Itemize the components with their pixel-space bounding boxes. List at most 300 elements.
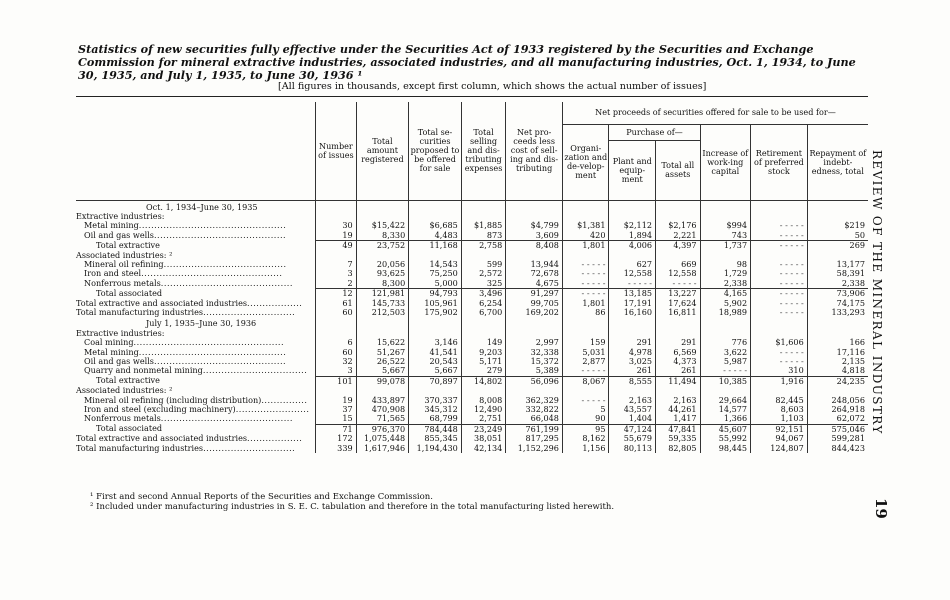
value-cell: 145,733 [356,299,409,308]
value-cell: 8,555 [609,376,656,386]
value-cell: 11,168 [409,241,462,251]
value-cell: 66,048 [506,414,563,424]
value-cell: - - - - - [562,260,609,269]
top-rule [76,96,868,97]
header-number-of-issues: Number of issues [316,102,356,200]
header-net-proceeds: Net pro-ceeds less cost of sell-ing and dis-tributing [506,102,563,200]
value-cell: 669 [656,260,701,269]
value-cell: 2,751 [461,414,506,424]
value-cell: 1,916 [751,376,808,386]
value-cell: 873 [461,231,506,241]
value-cell: 776 [700,338,751,347]
value-cell: 37 [316,405,356,414]
value-cell: 29,664 [700,396,751,405]
row-label-text: Total manufacturing industries [76,442,204,453]
value-cell: - - - - - [751,241,808,251]
value-cell: 24,235 [807,376,868,386]
dot-leader: ........................................... [160,413,293,424]
value-cell: 8,067 [562,376,609,386]
value-cell: 32,338 [506,348,563,357]
running-head: REVIEW OF THE MINERAL INDUSTRY [870,150,884,435]
securities-table [76,102,868,453]
value-cell: 362,329 [506,396,563,405]
row-label-text: Iron and steel (excluding machinery) [84,404,236,415]
value-cell: 420 [562,231,609,241]
value-cell: 743 [700,231,751,241]
value-cell: 976,370 [356,424,409,434]
empty-cell [609,317,656,328]
value-cell: 98,445 [700,444,751,453]
dot-leader: ........................................... [160,277,293,288]
empty-cell [316,317,356,328]
empty-cell [356,317,409,328]
value-cell: 99,705 [506,299,563,308]
value-cell: 5,389 [506,366,563,376]
value-cell: 3 [316,366,356,376]
value-cell: 279 [461,366,506,376]
table-header [76,102,868,200]
value-cell: 80,113 [609,444,656,453]
value-cell: 15 [316,414,356,424]
value-cell: 5,000 [409,279,462,289]
page-number: 19 [872,498,890,519]
value-cell: 269 [807,241,868,251]
value-cell: 50 [807,231,868,241]
table-title: Statistics of new securities fully effective under the Securities Act of 1933 registered by the Securities and Exchange Commission for mineral extractive industries, associated industries, and all manufacturing industries, Oct. 1, 1934, to June 30, 1935, and July 1, 1935, to June 30, 1936 ¹ [78,42,856,82]
dot-leader: .................................. [202,365,308,376]
value-cell: 5,171 [461,357,506,366]
value-cell: 6,569 [656,348,701,357]
value-cell: 105,961 [409,299,462,308]
value-cell: 261 [609,366,656,376]
header-total-assets: Total all assets [656,140,701,200]
value-cell: 8,008 [461,396,506,405]
dot-leader: ................................................. [133,337,285,348]
value-cell: - - - - - [751,221,808,230]
table-row [76,241,868,251]
value-cell: 8,603 [751,405,808,414]
value-cell: $219 [807,221,868,230]
value-cell: 169,202 [506,308,563,317]
value-cell: 2,338 [700,279,751,289]
value-cell: 26,522 [356,357,409,366]
value-cell: 82,805 [656,444,701,453]
value-cell: 2,997 [506,338,563,347]
value-cell: 4,373 [656,357,701,366]
value-cell: 17,624 [656,299,701,308]
dot-leader: .................. [247,297,303,308]
value-cell: $15,422 [356,221,409,230]
value-cell: 1,194,430 [409,444,462,453]
empty-cell [700,200,751,212]
empty-cell [807,317,868,328]
value-cell: 13,177 [807,260,868,269]
value-cell: 12,558 [609,269,656,278]
value-cell: 121,981 [356,289,409,299]
value-cell: 4,397 [656,241,701,251]
value-cell: 8,330 [356,231,409,241]
empty-cell [562,317,609,328]
row-label-text: Total extractive [96,239,160,250]
value-cell: 68,799 [409,414,462,424]
value-cell: 73,906 [807,289,868,299]
value-cell: 14,802 [461,376,506,386]
value-cell: - - - - - [562,396,609,405]
period-row [76,317,868,328]
value-cell: 172 [316,434,356,443]
value-cell: 42,134 [461,444,506,453]
value-cell: 16,160 [609,308,656,317]
value-cell: 90 [562,414,609,424]
value-cell: 5,987 [700,357,751,366]
row-label-text: Nonferrous metals [84,413,161,424]
table-body [76,200,868,453]
value-cell: - - - - - [751,269,808,278]
header-total-offered: Total se-curities proposed to be offered for sale [409,102,462,200]
row-label-text: Total associated [96,287,163,298]
row-label-text: Coal mining [84,337,134,348]
value-cell: 49 [316,241,356,251]
value-cell: 8,408 [506,241,563,251]
value-cell: 817,295 [506,434,563,443]
value-cell: 133,293 [807,308,868,317]
value-cell: 3,609 [506,231,563,241]
row-label-text: Quarry and nonmetal mining [84,365,203,376]
value-cell: 55,992 [700,434,751,443]
value-cell: 101 [316,376,356,386]
dot-leader: .............................. [203,306,296,317]
value-cell: 5 [562,405,609,414]
value-cell: 38,051 [461,434,506,443]
table-row [76,279,868,289]
value-cell: 92,151 [751,424,808,434]
value-cell: 5,667 [409,366,462,376]
value-cell: $6,685 [409,221,462,230]
value-cell: 4,006 [609,241,656,251]
value-cell: 855,345 [409,434,462,443]
value-cell: - - - - - [656,279,701,289]
dot-leader: ........................................... [153,229,287,240]
dot-leader: .............................................. [141,268,283,279]
value-cell: 56,096 [506,376,563,386]
value-cell: 23,249 [461,424,506,434]
value-cell: 20,056 [356,260,409,269]
empty-cell [751,200,808,212]
value-cell: 2,572 [461,269,506,278]
value-cell: 166 [807,338,868,347]
value-cell: 44,261 [656,405,701,414]
empty-cell [609,200,656,212]
value-cell: 1,801 [562,241,609,251]
dot-leader: ........................................ [163,258,287,269]
table-row [76,414,868,424]
value-cell: 60 [316,348,356,357]
value-cell: 98 [700,260,751,269]
empty-cell [409,317,462,328]
row-label-text: Extractive industries: [76,327,165,338]
value-cell: 30 [316,221,356,230]
empty-cell [506,200,563,212]
value-cell: - - - - - [751,279,808,289]
value-cell: 32 [316,357,356,366]
row-label-text: Nonferrous metals [84,277,161,288]
value-cell: 19 [316,396,356,405]
value-cell: 82,445 [751,396,808,405]
value-cell: 8,300 [356,279,409,289]
value-cell: 3,146 [409,338,462,347]
value-cell: 212,503 [356,308,409,317]
empty-cell [316,200,356,212]
value-cell: 1,801 [562,299,609,308]
value-cell: 433,897 [356,396,409,405]
value-cell: 575,046 [807,424,868,434]
header-repayment-indebtedness: Repayment of indebt-edness, total [807,124,868,200]
table-row [76,376,868,386]
footnote-2: ² Included under manufacturing industries in S. E. C. tabulation and therefore in the total manufacturing listed herewith. [90,502,615,512]
value-cell: 4,978 [609,348,656,357]
empty-cell [506,317,563,328]
header-retirement-preferred: Retirement of preferred stock [751,124,808,200]
value-cell: 1,075,448 [356,434,409,443]
row-label [76,308,316,317]
value-cell: 4,165 [700,289,751,299]
value-cell: 345,312 [409,405,462,414]
value-cell: 1,404 [609,414,656,424]
value-cell: 844,423 [807,444,868,453]
dot-leader: .................. [247,433,303,444]
empty-cell [656,317,701,328]
row-label [76,444,316,453]
dot-leader: ........................ [235,404,310,415]
value-cell: 16,811 [656,308,701,317]
table-row [76,231,868,241]
value-cell: 325 [461,279,506,289]
empty-cell [461,200,506,212]
value-cell: 12 [316,289,356,299]
value-cell: 94,793 [409,289,462,299]
table-subtitle: [All figures in thousands, except first column, which shows the actual number of issues] [278,81,707,92]
value-cell: 13,185 [609,289,656,299]
period-label: July 1, 1935–June 30, 1936 [146,318,257,329]
row-label-text: Associated industries: ² [76,249,173,260]
row-label-text: Total associated [96,423,163,434]
row-label-text: Metal mining [84,346,139,357]
value-cell: 175,902 [409,308,462,317]
header-selling-expenses: Total selling and dis-tributing expenses [461,102,506,200]
value-cell: 70,897 [409,376,462,386]
value-cell: 41,541 [409,348,462,357]
row-label-text: Mineral oil refining (including distribution) [84,394,262,405]
value-cell: 3,622 [700,348,751,357]
header-total-registered: Total amount registered [356,102,409,200]
value-cell: 23,752 [356,241,409,251]
value-cell: 10,385 [700,376,751,386]
value-cell: 6,254 [461,299,506,308]
row-label-text: Metal mining [84,220,139,231]
value-cell: 1,737 [700,241,751,251]
value-cell: 20,543 [409,357,462,366]
row-label-text: Extractive industries: [76,210,165,221]
value-cell: - - - - - [562,289,609,299]
value-cell: 12,558 [656,269,701,278]
value-cell: 15,372 [506,357,563,366]
row-label-text: Total extractive and associated industries [76,297,248,308]
value-cell: 9,203 [461,348,506,357]
table-row [76,444,868,453]
value-cell: 5,902 [700,299,751,308]
value-cell: 8,162 [562,434,609,443]
value-cell: 95 [562,424,609,434]
empty-cell [700,317,751,328]
value-cell: 59,335 [656,434,701,443]
empty-cell [562,200,609,212]
value-cell: $2,176 [656,221,701,230]
dot-leader: ........................................... [153,356,287,366]
value-cell: 91,297 [506,289,563,299]
value-cell: 51,267 [356,348,409,357]
value-cell: 339 [316,444,356,453]
value-cell: $1,381 [562,221,609,230]
value-cell: 261 [656,366,701,376]
value-cell: 124,807 [751,444,808,453]
footnote-1: ¹ First and second Annual Reports of the Securities and Exchange Commission. [90,492,433,502]
value-cell: 6 [316,338,356,347]
value-cell: 94,067 [751,434,808,443]
empty-cell [656,200,701,212]
value-cell: 62,072 [807,414,868,424]
dot-leader: ................................................ [138,346,287,357]
value-cell: 47,841 [656,424,701,434]
value-cell: 1,894 [609,231,656,241]
header-net-proceeds-group: Net proceeds of securities offered for sale to be used for— [562,102,868,124]
value-cell: 74,175 [807,299,868,308]
value-cell: 2,135 [807,357,868,366]
value-cell: 17,191 [609,299,656,308]
value-cell: 86 [562,308,609,317]
value-cell: 43,557 [609,405,656,414]
value-cell: 3,496 [461,289,506,299]
row-label-text: Oil and gas wells [84,229,154,240]
value-cell: 470,908 [356,405,409,414]
dot-leader: .............................. [203,442,296,453]
period-row [76,200,868,212]
value-cell: 761,199 [506,424,563,434]
value-cell: 71,565 [356,414,409,424]
value-cell: 291 [656,338,701,347]
value-cell: 19 [316,231,356,241]
value-cell: 58,391 [807,269,868,278]
value-cell: 1,617,946 [356,444,409,453]
value-cell: 47,124 [609,424,656,434]
value-cell: 2,163 [609,396,656,405]
value-cell: $1,606 [751,338,808,347]
row-label-text: Oil and gas wells [84,356,154,366]
value-cell: 5,031 [562,348,609,357]
value-cell: 71 [316,424,356,434]
value-cell: 72,678 [506,269,563,278]
value-cell: 55,679 [609,434,656,443]
value-cell: 784,448 [409,424,462,434]
header-plant-equipment: Plant and equip-ment [609,140,656,200]
value-cell: - - - - - [751,299,808,308]
value-cell: 599,281 [807,434,868,443]
value-cell: $994 [700,221,751,230]
value-cell: 17,116 [807,348,868,357]
value-cell: - - - - - [700,366,751,376]
value-cell: - - - - - [609,279,656,289]
value-cell: 93,625 [356,269,409,278]
value-cell: 7 [316,260,356,269]
row-label-text: Mineral oil refining [84,258,164,269]
value-cell: - - - - - [751,308,808,317]
row-label-text: Total extractive and associated industries [76,433,248,444]
value-cell: 1,156 [562,444,609,453]
empty-cell [751,317,808,328]
value-cell: 1,152,296 [506,444,563,453]
value-cell: 1,417 [656,414,701,424]
value-cell: 291 [609,338,656,347]
value-cell: 310 [751,366,808,376]
value-cell: 1,103 [751,414,808,424]
value-cell: 370,337 [409,396,462,405]
value-cell: 1,366 [700,414,751,424]
value-cell: 99,078 [356,376,409,386]
value-cell: 627 [609,260,656,269]
value-cell: - - - - - [562,279,609,289]
value-cell: 2,877 [562,357,609,366]
empty-cell [409,200,462,212]
value-cell: 14,577 [700,405,751,414]
empty-cell [807,200,868,212]
value-cell: 15,622 [356,338,409,347]
value-cell: 4,483 [409,231,462,241]
value-cell: 13,227 [656,289,701,299]
value-cell: 4,818 [807,366,868,376]
dot-leader: ................................................ [138,220,287,231]
value-cell: - - - - - [751,289,808,299]
value-cell: 14,543 [409,260,462,269]
value-cell: 60 [316,308,356,317]
period-label: Oct. 1, 1934–June 30, 1935 [146,201,258,212]
value-cell: 61 [316,299,356,308]
value-cell: 332,822 [506,405,563,414]
value-cell: 4,675 [506,279,563,289]
dot-leader: ............... [261,394,308,405]
value-cell: 11,494 [656,376,701,386]
value-cell: 2,221 [656,231,701,241]
row-label-text: Total manufacturing industries [76,306,204,317]
value-cell: 599 [461,260,506,269]
value-cell: 264,918 [807,405,868,414]
value-cell: $2,112 [609,221,656,230]
value-cell: 45,607 [700,424,751,434]
value-cell: 13,944 [506,260,563,269]
value-cell: 2 [316,279,356,289]
value-cell: - - - - - [751,231,808,241]
row-label-text: Associated industries: ² [76,385,173,396]
value-cell: - - - - - [751,348,808,357]
value-cell: - - - - - [751,357,808,366]
stub-header [76,102,316,200]
header-purchase-of: Purchase of— [609,124,700,140]
value-cell: 5,667 [356,366,409,376]
value-cell: 159 [562,338,609,347]
value-cell: - - - - - [562,366,609,376]
value-cell: 248,056 [807,396,868,405]
value-cell: 2,163 [656,396,701,405]
value-cell: 2,338 [807,279,868,289]
header-organization: Organi-zation and de-velop-ment [562,124,609,200]
